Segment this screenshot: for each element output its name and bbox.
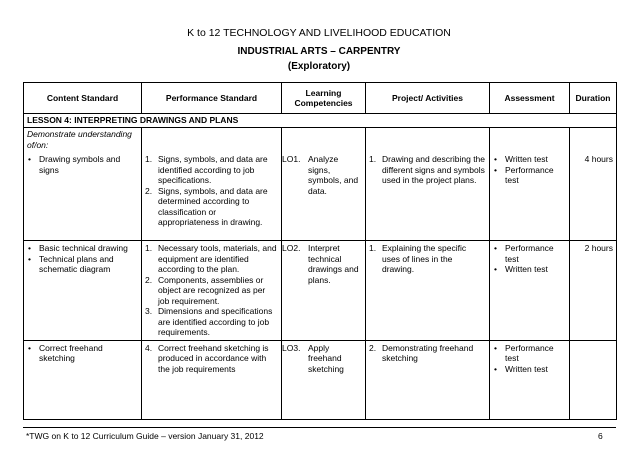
col-content-standard: Content Standard — [24, 83, 142, 114]
subject-title: INDUSTRIAL ARTS – CARPENTRY — [237, 46, 401, 57]
table-row — [24, 152, 617, 241]
col-project-activities: Project/ Activities — [366, 83, 490, 114]
list-item: • Drawing symbols and signs — [28, 154, 121, 175]
list-item: • Correct freehand sketching — [28, 342, 103, 363]
project-activity: 1. Drawing and describing the different signs and symbols used in the project plans. — [369, 154, 486, 185]
subject-subtitle: (Exploratory) — [287, 61, 351, 72]
list-item: 1. Signs, symbols, and data are identified according to job specifications. — [145, 154, 268, 185]
list-item: • Performance test — [494, 164, 554, 185]
footer-text: *TWG on K to 12 Curriculum Guide – version January 31, 2012 — [26, 431, 264, 441]
list-item: • Performance test — [494, 243, 554, 264]
lesson-title: LESSON 4: INTERPRETING DRAWINGS AND PLANS — [24, 114, 617, 128]
intro-text: Demonstrate understanding of/on: — [24, 128, 142, 153]
table-row — [24, 340, 617, 419]
learning-competency: LO1. Analyze signs, symbols, and data. — [282, 152, 366, 241]
list-item: 1. Necessary tools, materials, and equipment are identified according to the plan. — [145, 243, 277, 274]
duration-value: 2 hours — [570, 241, 617, 341]
col-performance-standard: Performance Standard — [142, 83, 282, 114]
col-duration: Duration — [570, 83, 617, 114]
col-learning-competencies: Learning Competencies — [282, 83, 366, 114]
list-item: • Written test — [494, 154, 548, 164]
duration-value: 4 hours — [570, 152, 617, 241]
list-item: • Technical plans and schematic diagram — [28, 253, 114, 274]
list-item: • Performance test — [494, 342, 554, 363]
list-item: • Basic technical drawing — [28, 243, 128, 253]
list-item: 2. Components, assemblies or object are recognized as per job requirement. — [145, 274, 266, 306]
list-item: • Written test — [494, 363, 548, 374]
learning-competency: LO3. Apply freehand sketching — [282, 340, 366, 419]
list-item: 3. Dimensions and specifications are identified according to job requirements. — [145, 306, 273, 337]
list-item: • Written test — [494, 264, 548, 274]
intro-row — [24, 128, 617, 153]
col-assessment: Assessment — [490, 83, 570, 114]
table-header-row — [24, 83, 617, 114]
footer-divider — [23, 427, 616, 428]
page-number: 6 — [598, 431, 603, 441]
list-item: 2. Signs, symbols, and data are determined according to classification or appropriateness in drawing. — [145, 185, 268, 227]
table-row — [24, 241, 617, 341]
curriculum-table — [23, 82, 617, 420]
project-activity: 2. Demonstrating freehand sketching — [369, 342, 474, 363]
duration-value — [570, 340, 617, 419]
list-item: 4. Correct freehand sketching is produced in accordance with the job requirements — [145, 342, 269, 374]
document-title: K to 12 TECHNOLOGY AND LIVELIHOOD EDUCATION — [187, 27, 451, 39]
lesson-row — [24, 114, 617, 128]
project-activity: 1. Explaining the specific uses of lines in the drawing. — [369, 243, 467, 274]
learning-competency: LO2. Interpret technical drawings and plans. — [282, 241, 366, 341]
